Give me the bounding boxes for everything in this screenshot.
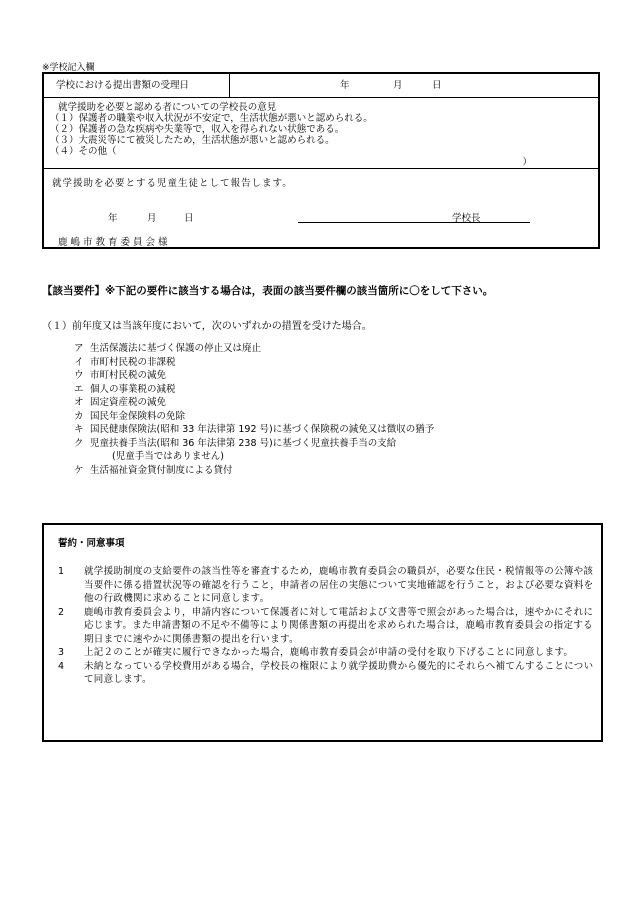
list-item: ケ 生活福祉資金貸付制度による貸付 [74, 464, 233, 476]
pledge-clause-2: 2 鹿嶋市教育委員会より，申請内容について保護者に対して電話および文書等で照会があった場合は，速やかにそれに応じます。また申請書類の不足や不備等により関係書類の再提出を求められた場合は，鹿嶋市教育委員会の指定する期日までに速やかに関係書類の提出を行います。 [58, 606, 594, 645]
date-month-label: 月 [393, 80, 403, 91]
receipt-date-field[interactable] [230, 74, 598, 97]
list-item: ア 生活保護法に基づく保護の停止又は廃止 [74, 343, 262, 354]
pledge-clause-4: 4 未納となっている学校費用がある場合，学校長の権限により就学援助費から優先的にそれらへ補てんすることについて同意します。 [58, 660, 594, 685]
requirements-list [74, 342, 434, 477]
list-item: イ 市町村民税の非課税 [74, 356, 176, 368]
opinion-title: 就学援助を必要と認める者についての学校長の意見 [58, 102, 277, 113]
list-item: カ 国民年金保険料の免除 [74, 410, 186, 422]
school-section-label: ※学校記入欄 [42, 63, 95, 73]
opinion-option-2[interactable]: （２）保護者の急な疾病や失業等で，収入を得られない状態である。 [50, 124, 345, 135]
ku-note: (児童手当ではありません) [112, 451, 224, 462]
school-entry-box [42, 72, 600, 249]
principal-opinion-row [44, 98, 598, 169]
receipt-row [44, 74, 598, 98]
requirements-subtitle: （１）前年度又は当該年度において，次のいずれかの措置を受けた場合。 [42, 321, 372, 332]
other-close-paren: ） [522, 157, 532, 168]
board-of-education-label: 鹿嶋市教育委員会様 [58, 237, 171, 248]
opinion-option-1[interactable]: （１）保護者の職業や収入状況が不安定で，生活状態が悪いと認められる。 [50, 113, 373, 124]
date-year-label: 年 [340, 80, 350, 91]
list-item: オ 固定資産税の減免 [74, 397, 167, 408]
opinion-option-3[interactable]: （３）大震災等にて被災したため，生活状態が悪いと認められる。 [50, 135, 335, 146]
list-item: ク 児童扶養手当法(昭和 36 年法律第 238 号)に基づく児童扶養手当の支給 [74, 437, 397, 449]
list-item: ウ 市町村民税の減免 [74, 370, 167, 381]
report-year-label: 年 [108, 213, 118, 224]
report-day-label: 日 [184, 213, 194, 224]
requirements-title: 【該当要件】※下記の要件に該当する場合は，表面の該当要件欄の該当箇所に〇をして下さい。 [42, 285, 494, 297]
report-text: 就学援助を必要とする児童生徒として報告します。 [52, 178, 293, 189]
pledge-clauses [54, 565, 594, 687]
list-item: エ 個人の事業税の減税 [74, 383, 176, 395]
report-row [44, 169, 598, 249]
date-day-label: 日 [432, 80, 442, 91]
receipt-date-label: 学校における提出書類の受理日 [44, 74, 230, 97]
principal-signature-line[interactable] [298, 222, 530, 223]
list-item: キ 国民健康保険法(昭和 33 年法律第 192 号)に基づく保険税の減免又は徴収の猶予 [74, 424, 435, 435]
principal-label: 学校長 [452, 213, 481, 224]
pledge-clause-3: 3 上記２のことが確実に履行できなかった場合，鹿嶋市教育委員会が申請の受付を取り下げることに同意します。 [58, 647, 574, 658]
pledge-box [42, 523, 603, 742]
pledge-title: 誓約・同意事項 [58, 538, 125, 549]
report-month-label: 月 [147, 213, 157, 224]
pledge-clause-1: 1 就学援助制度の支給要件の該当性等を審査するため，鹿嶋市教育委員会の職員が，必要な住民・税情報等の公簿や該当要件に係る措置状況等の確認を行うこと，申請者の居住の実態について実地確認を行うこと，および必要な資料を他の行政機関に求めることに同意します。 [58, 566, 594, 604]
opinion-option-4[interactable]: （４）その他（ [50, 146, 117, 157]
